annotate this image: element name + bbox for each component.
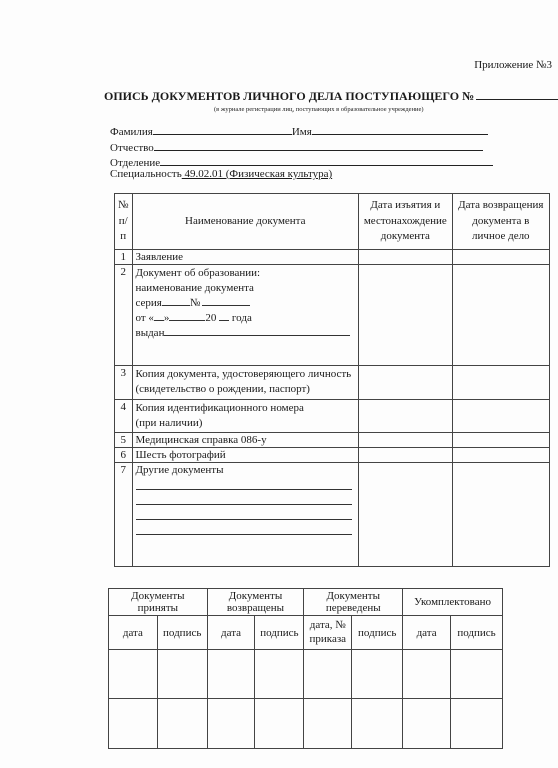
- year-field[interactable]: [219, 311, 229, 321]
- returned-header: Документы возвращены: [207, 589, 304, 616]
- col-date: дата: [207, 616, 255, 650]
- blank-cell[interactable]: [352, 699, 403, 749]
- year-prefix: 20: [205, 312, 217, 324]
- row-doc: Шесть фотографий: [132, 448, 359, 463]
- row-taken-cell[interactable]: [359, 250, 453, 265]
- blank-cell[interactable]: [451, 650, 503, 699]
- documents-table: [114, 193, 550, 567]
- row-doc: [132, 463, 359, 567]
- col-signature: подпись: [157, 616, 207, 650]
- day-field[interactable]: [154, 311, 164, 321]
- other-doc-line-1[interactable]: [136, 476, 352, 490]
- row-returned-cell[interactable]: [452, 463, 549, 567]
- issued-field[interactable]: [164, 326, 350, 336]
- series-line: [136, 296, 356, 311]
- month-field[interactable]: [169, 311, 205, 321]
- row-num: 1: [115, 250, 133, 265]
- row-doc: [132, 400, 359, 433]
- row-doc: [132, 366, 359, 400]
- blank-cell[interactable]: [304, 650, 352, 699]
- row-num: 4: [115, 400, 133, 433]
- blank-cell[interactable]: [451, 699, 503, 749]
- row-taken-cell[interactable]: [359, 265, 453, 366]
- row-taken-cell[interactable]: [359, 463, 453, 567]
- patronymic-field[interactable]: [154, 139, 483, 151]
- specialty-row: [110, 168, 332, 180]
- name-label: Имя: [291, 126, 312, 138]
- row-returned-cell[interactable]: [452, 265, 549, 366]
- accepted-header: Документы приняты: [109, 589, 208, 616]
- blank-cell[interactable]: [207, 650, 255, 699]
- blank-cell[interactable]: [207, 699, 255, 749]
- year-suffix: года: [231, 312, 252, 324]
- status-subheader-row: [109, 616, 503, 650]
- number-label: №: [189, 297, 201, 309]
- row-doc: Заявление: [132, 250, 359, 265]
- blank-cell[interactable]: [157, 699, 207, 749]
- department-row: [110, 154, 493, 169]
- row-taken-cell[interactable]: [359, 366, 453, 400]
- header-num: № п/ п: [115, 194, 133, 250]
- form-title-text: ОПИСЬ ДОКУМЕНТОВ ЛИЧНОГО ДЕЛА ПОСТУПАЮЩЕГО №: [104, 89, 475, 103]
- row-returned-cell[interactable]: [452, 448, 549, 463]
- blank-cell[interactable]: [109, 650, 158, 699]
- row-doc-line2: (при наличии): [135, 417, 203, 429]
- table-row: [115, 433, 550, 448]
- number-field[interactable]: [202, 296, 250, 306]
- row-doc-line2: (свидетельство о рождении, паспорт): [135, 383, 310, 395]
- row-num: 7: [115, 463, 133, 567]
- surname-row: [110, 123, 488, 138]
- blank-cell[interactable]: [109, 699, 158, 749]
- department-field[interactable]: [160, 154, 493, 166]
- form-title: [104, 89, 558, 104]
- blank-cell[interactable]: [352, 650, 403, 699]
- row-doc-title: Другие документы: [135, 464, 224, 476]
- blank-cell[interactable]: [304, 699, 352, 749]
- row-returned-cell[interactable]: [452, 366, 549, 400]
- row-returned-cell[interactable]: [452, 433, 549, 448]
- col-signature: подпись: [352, 616, 403, 650]
- form-subtitle: (в журнале регистрации лиц, поступающих в образовательное учреждение): [214, 106, 424, 113]
- table-row: [115, 448, 550, 463]
- blank-cell[interactable]: [255, 650, 304, 699]
- series-field[interactable]: [162, 296, 190, 306]
- col-signature: подпись: [255, 616, 304, 650]
- specialty-label: Специальность: [110, 168, 182, 180]
- row-num: 3: [115, 366, 133, 400]
- row-taken-cell[interactable]: [359, 433, 453, 448]
- row-returned-cell[interactable]: [452, 400, 549, 433]
- surname-label: Фамилия: [110, 126, 153, 138]
- blank-cell[interactable]: [255, 699, 304, 749]
- row-taken-cell[interactable]: [359, 400, 453, 433]
- other-doc-line-4[interactable]: [136, 520, 352, 535]
- col-date-order: дата, № приказа: [304, 616, 352, 650]
- series-label: серия: [135, 297, 162, 309]
- surname-field[interactable]: [153, 123, 292, 135]
- blank-cell[interactable]: [403, 699, 451, 749]
- row-num: 6: [115, 448, 133, 463]
- table-header-row: [115, 194, 550, 250]
- table-row: [115, 463, 550, 567]
- row-doc-title: Документ об образовании:: [135, 267, 261, 279]
- status-table: [108, 588, 503, 749]
- blank-cell[interactable]: [403, 650, 451, 699]
- row-num: 2: [115, 265, 133, 366]
- status-blank-row: [109, 650, 503, 699]
- header-taken: Дата изъятия и местонахождение документа: [359, 194, 453, 250]
- row-taken-cell[interactable]: [359, 448, 453, 463]
- status-blank-row: [109, 699, 503, 749]
- date-from-close: »: [163, 312, 170, 324]
- col-date: дата: [109, 616, 158, 650]
- doc-name-line: наименование документа: [135, 282, 254, 294]
- department-label: Отделение: [110, 157, 161, 169]
- other-doc-line-3[interactable]: [136, 505, 352, 520]
- patronymic-row: [110, 139, 483, 154]
- col-date: дата: [403, 616, 451, 650]
- row-doc: [132, 265, 359, 366]
- col-signature: подпись: [451, 616, 503, 650]
- header-returned: Дата возвращения документа в личное дело: [452, 194, 549, 250]
- case-number-field[interactable]: [476, 89, 558, 100]
- transferred-header: Документы переведены: [304, 589, 403, 616]
- patronymic-label: Отчество: [110, 142, 154, 154]
- other-doc-line-2[interactable]: [136, 490, 352, 505]
- header-doc-name: Наименование документа: [132, 194, 359, 250]
- table-row: [115, 250, 550, 265]
- row-returned-cell[interactable]: [452, 250, 549, 265]
- completed-header: Укомплектовано: [403, 589, 503, 616]
- specialty-value: 49.02.01 (Физическая культура): [181, 168, 333, 180]
- table-row: [115, 265, 550, 366]
- blank-cell[interactable]: [157, 650, 207, 699]
- issued-line: [136, 326, 356, 341]
- issued-label: выдан: [135, 327, 165, 339]
- date-from-open: от «: [135, 312, 154, 324]
- row-doc-line1: Копия идентификационного номера: [135, 402, 304, 414]
- date-line: [136, 311, 356, 326]
- name-field[interactable]: [312, 123, 488, 135]
- table-row: [115, 400, 550, 433]
- status-header-row: [109, 589, 503, 616]
- row-doc: Медицинская справка 086-у: [132, 433, 359, 448]
- appendix-label: Приложение №3: [474, 59, 552, 71]
- row-doc-line1: Копия документа, удостоверяющего личность: [135, 368, 352, 380]
- row-num: 5: [115, 433, 133, 448]
- table-row: [115, 366, 550, 400]
